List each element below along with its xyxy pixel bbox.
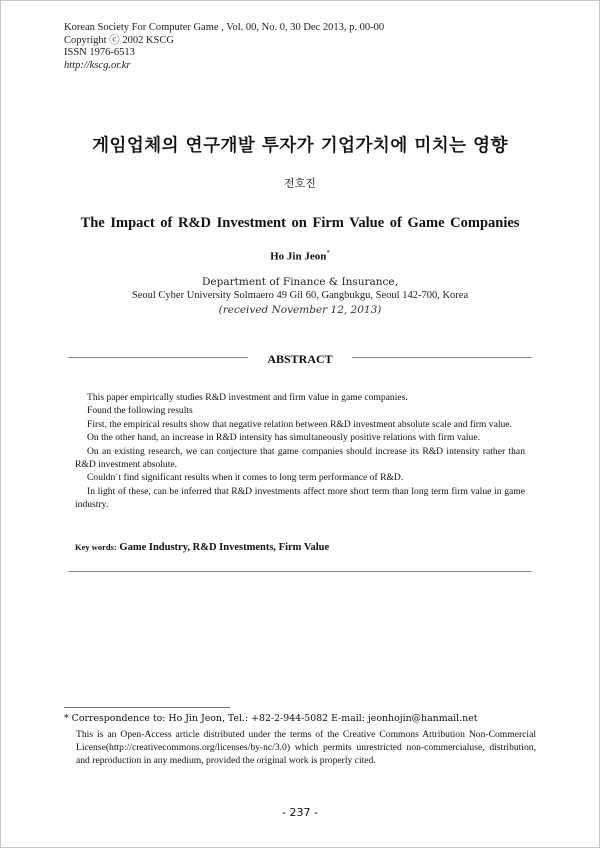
abstract-heading: ABSTRACT [267, 352, 333, 366]
keywords [75, 542, 329, 553]
abstract-body [75, 391, 525, 512]
license-note: This is an Open-Access article distributed under the terms of the Creative Commons Attribution Non-Commercial License(http://creativecommons.org/licenses/by-nc/3.0) which permits unrestricted non-commercialuse, distribution, and reproduction in any medium, provided the original work is properly cited. [76, 729, 536, 766]
journal-info: Korean Society For Computer Game , Vol. 00, No. 0, 30 Dec 2013, p. 00-00 [64, 22, 385, 33]
abstract-divider-right [352, 357, 532, 358]
page-number: - 237 - [282, 806, 318, 819]
keywords-divider [68, 571, 532, 572]
copyright-line: Copyright ⓒ 2002 KSCG [64, 34, 174, 46]
abstract-paragraph: First, the empirical results show that negative relation between R&D investment absolute scale and firm value. [87, 418, 512, 430]
footnote [64, 712, 536, 767]
abstract-paragraph: This paper empirically studies R&D investment and firm value in game companies. [87, 392, 408, 403]
author-name: Ho Jin Jeon [270, 250, 327, 263]
abstract-paragraph: In light of these, can be inferred that R&D investments affect more short term than long term firm value in game industry. [75, 485, 525, 511]
author-footnote-mark: * [326, 249, 330, 257]
journal-url-link[interactable]: http://kscg.or.kr [64, 59, 131, 71]
abstract-paragraph: Couldn´t find significant results when it comes to long term performance of R&D. [87, 472, 404, 484]
received-date: (received November 12, 2013) [218, 304, 382, 316]
affiliation-address: Seoul Cyber University Solmaero 49 Gil 60, Gangbukgu, Seoul 142-700, Korea [131, 290, 469, 301]
keywords-value: Game Industry, R&D Investments, Firm Value [119, 542, 330, 553]
journal-header [64, 22, 384, 72]
abstract-paragraph: On the other hand, an increase in R&D intensity has simultaneously positive relations with firm value. [87, 432, 480, 444]
footnote-divider [64, 707, 230, 708]
korean-title: 게임업체의 연구개발 투자가 기업가치에 미치는 영향 [92, 136, 508, 156]
correspondence-note: * Correspondence to: Ho Jin Jeon, Tel.: +82-2-944-5082 E-mail: jeonhojin@hanmail.net [64, 713, 478, 724]
english-title: The Impact of R&D Investment on Firm Value of Game Companies [80, 215, 520, 231]
issn-line: ISSN 1976-6513 [64, 47, 135, 58]
keywords-label: Key words: [75, 542, 117, 552]
affiliation-department: Department of Finance & Insurance, [202, 276, 398, 288]
english-author [0, 249, 600, 263]
abstract-paragraph: On an existing research, we can conjecture that game companies should increase its R&D intensity rather than R&D investment absolute. [75, 445, 525, 471]
abstract-paragraph: Found the following results [87, 405, 193, 417]
korean-author: 전호진 [284, 177, 316, 190]
